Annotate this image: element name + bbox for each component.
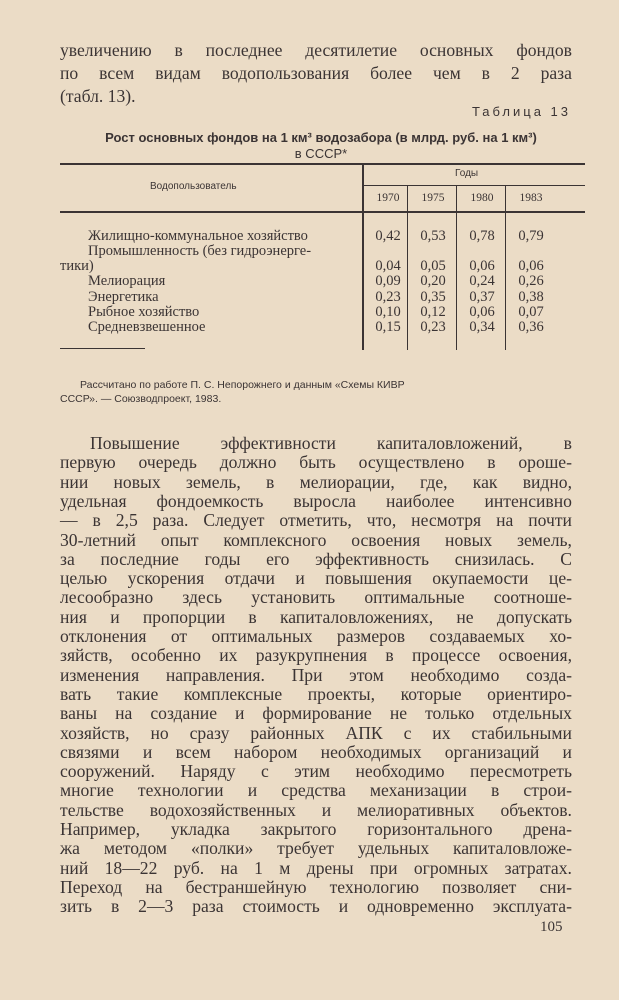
text-line: Переход на бестраншейную технологию позволяет сни- xyxy=(60,876,572,897)
text-line: лесообразно здесь установить оптимальные соотноше- xyxy=(60,587,572,608)
page-number: 105 xyxy=(540,919,563,935)
footnote-line2: СССР». — Союзводпроект, 1983. xyxy=(60,393,222,405)
header-mid-rule xyxy=(362,185,585,186)
table-cell: 0,23 xyxy=(420,319,446,335)
text-line: Повышение эффективности капиталовложений, в xyxy=(90,433,572,453)
text-line: по всем видам водопользования более чем в 2 раза xyxy=(60,63,572,83)
year-header: 1980 xyxy=(470,192,494,204)
row-label-cont: тики) xyxy=(60,258,94,275)
text-line: Например, укладка закрытого горизонтального дрена- xyxy=(60,819,572,839)
text-line: — в 2,5 раза. Следует отметить, что, несмотря на почти xyxy=(60,510,572,531)
table-top-rule xyxy=(60,163,585,165)
text-line: сооружений. Наряду с этим необходимо пересмотреть xyxy=(60,761,572,782)
text-line: хозяйств, но сразу районных АПК с их стабильными xyxy=(60,722,572,743)
text-line: жа методом «полки» требует удельных капиталовложе- xyxy=(60,838,572,859)
table-cell: 0,07 xyxy=(518,303,544,320)
row-label: Жилищно-коммунальное хозяйство xyxy=(88,228,308,244)
text-line: ваны на создание и формирование не только отдельных xyxy=(60,703,572,724)
text-line: связями и всем набором необходимых организаций и xyxy=(60,741,572,762)
table-cell: 0,34 xyxy=(469,319,495,335)
row-label: Рыбное хозяйство xyxy=(88,303,200,320)
table-cell: 0,09 xyxy=(375,273,401,290)
text-line: вать такие комплексные проекты, которые ориентиро- xyxy=(60,683,572,704)
footnote-line1: Рассчитано по работе П. С. Непорожнего и данным «Схемы КИВР xyxy=(80,379,405,391)
table-title-line2: в СССР* xyxy=(294,146,348,161)
table-cell: 0,06 xyxy=(469,258,495,275)
text-line: изменения направления. При этом необходимо созда- xyxy=(60,664,572,685)
text-line: удельная фондоемкость выросла наиболее интенсивно xyxy=(60,490,572,511)
table-cell: 0,10 xyxy=(375,303,401,320)
text-line: ния и пропорции в капиталовложениях, не допускать xyxy=(60,606,572,627)
text-line: за последние годы его эффективность снизилась. С xyxy=(60,548,572,569)
table-cell: 0,53 xyxy=(420,228,446,244)
year-header: 1975 xyxy=(421,192,445,204)
text-line: тельстве водохозяйственных и мелиоративных объектов. xyxy=(60,799,572,820)
table-cell: 0,06 xyxy=(518,258,544,275)
text-line: первую очередь должно быть осуществлено в ороше- xyxy=(60,452,572,473)
table-cell: 0,04 xyxy=(375,258,401,275)
table-cell: 0,15 xyxy=(375,319,401,335)
text-line: многие технологии и средства механизации в строи- xyxy=(60,780,572,801)
table-title: Рост основных фондов на 1 км³ водозабора (в млрд. руб. на 1 км³) xyxy=(105,130,537,145)
table-cell: 0,35 xyxy=(420,288,446,305)
header-user: Водопользователь xyxy=(150,181,237,192)
text-line: отклонения от оптимальных размеров создаваемых хо- xyxy=(60,626,572,646)
text-line: увеличению в последнее десятилетие основных фондов xyxy=(60,40,572,60)
header-years: Годы xyxy=(455,168,479,179)
table-cell: 0,38 xyxy=(518,288,544,305)
table-cell: 0,20 xyxy=(420,273,446,290)
table-cell: 0,78 xyxy=(469,228,495,244)
text-line: (табл. 13). xyxy=(60,86,136,106)
table-caption: Таблица 13 xyxy=(471,104,571,119)
text-line: зяйств, особенно их разукрупнения в процессе освоения, xyxy=(60,645,572,666)
row-label: Средневзвешенное xyxy=(88,319,206,335)
table-cell: 0,36 xyxy=(518,319,544,335)
table-cell: 0,42 xyxy=(375,228,401,244)
text-line: нии новых земель, в мелиорации, где, как видно, xyxy=(60,471,572,492)
text-line: 30-летний опыт комплексного освоения новых земель, xyxy=(60,529,572,550)
header-bottom-rule xyxy=(60,211,585,213)
table-cell: 0,12 xyxy=(420,303,446,320)
table-cell: 0,05 xyxy=(420,258,446,275)
row-label: Энергетика xyxy=(88,288,159,305)
text-line: ний 18—22 руб. на 1 м дрены при огромных затратах. xyxy=(60,857,572,878)
table-cell: 0,23 xyxy=(375,288,401,305)
table-cell: 0,79 xyxy=(518,228,544,244)
year-header: 1970 xyxy=(376,192,400,204)
table-cell: 0,37 xyxy=(469,288,495,305)
text-line: зить в 2—3 раза стоимость и одновременно эксплуата- xyxy=(60,896,572,917)
row-label: Мелиорация xyxy=(88,273,166,290)
table-cell: 0,06 xyxy=(469,303,495,320)
year-header: 1983 xyxy=(519,192,543,204)
table-cell: 0,26 xyxy=(518,273,544,290)
footnote-rule xyxy=(60,348,145,349)
row-label: Промышленность (без гидроэнерге- xyxy=(88,243,312,260)
table-cell: 0,24 xyxy=(469,273,495,290)
text-line: целью ускорения отдачи и повышения окупаемости це- xyxy=(60,568,572,589)
